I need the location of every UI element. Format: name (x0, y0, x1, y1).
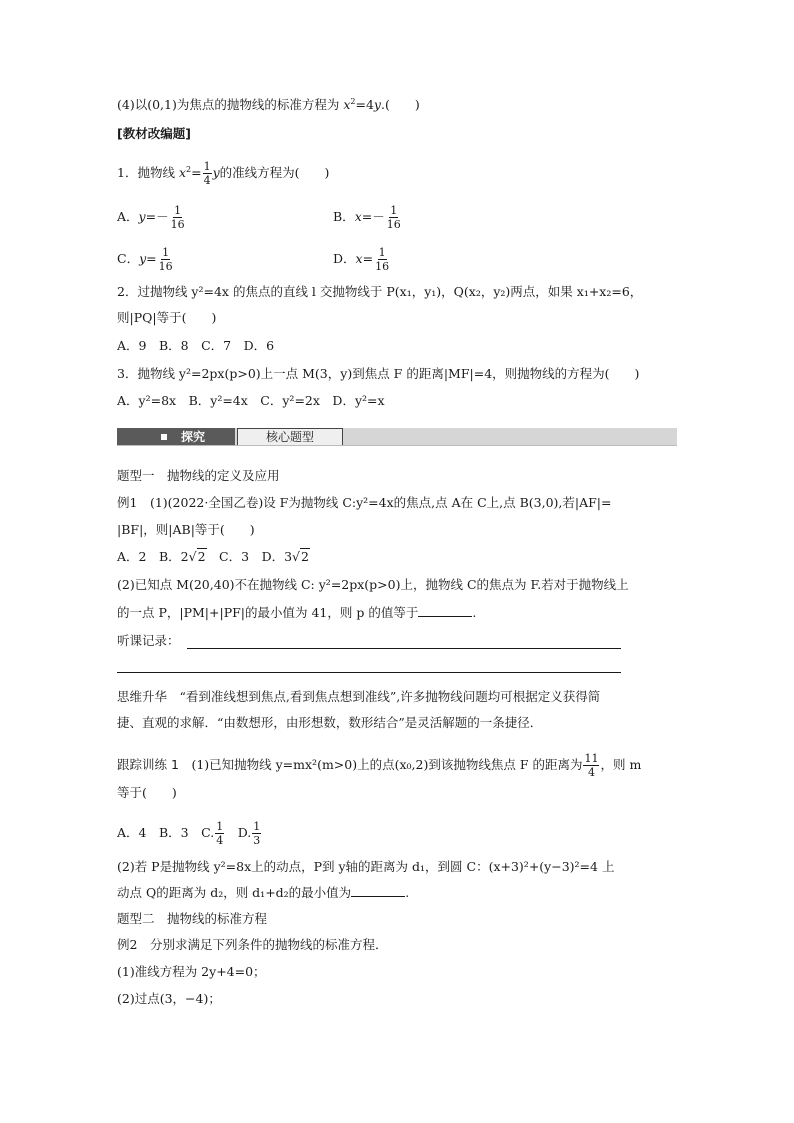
tr1-part2-text: 动点 Q的距离为 d₂，则 d₁+d₂的最小值为 (117, 885, 352, 900)
banner-left-block (117, 428, 235, 446)
banner-tag: 核心题型 (237, 428, 343, 446)
section-banner (117, 428, 677, 446)
notes-line-2[interactable] (117, 672, 621, 673)
ex1-p2-line1: (2)已知点 M(20,40)不在抛物线 C: y²=2px(p>0)上，抛物线 C的焦点为 F.若对于抛物线上 (117, 577, 629, 592)
summary-line2: 捷、直观的求解．“由数想形，由形想数，数形结合”是灵活解题的一条捷径． (117, 715, 543, 730)
ex1-line1: 例1 (1)(2022·全国乙卷)设 F为抛物线 C:y²=4x的焦点,点 A在 C上,点 B(3,0),若|AF|= (117, 495, 612, 510)
ex1-opt-a: A．2 B．2 (117, 549, 189, 564)
p1-eq: = (191, 165, 202, 180)
p2-line2: 则|PQ|等于( ) (117, 310, 217, 325)
p1-c-var: y (139, 251, 147, 266)
p1-b-label: B． (333, 209, 355, 224)
q4-eq-x: x (343, 97, 351, 112)
tr1-part1-a: (1)已知抛物线 y=mx²(m>0)上的点(x₀,2)到该抛物线焦点 F 的距离为 (178, 757, 583, 772)
p3-options: A．y²=8x B．y²=4x C．y²=2x D．y²=x (117, 393, 385, 408)
tr1-o1-den: 4 (216, 834, 224, 847)
ex1-p2-text: 的一点 P，|PM|+|PF|的最小值为 41，则 p 的值等于 (117, 605, 419, 620)
q4-eq-sup: 2 (350, 96, 356, 106)
notes-label: 听课记录： (117, 633, 180, 648)
summary-label: 思维升华 (117, 689, 168, 704)
answer-blank[interactable] (418, 616, 472, 617)
answer-blank-2[interactable] (351, 896, 405, 897)
p1-b-num: 1 (390, 204, 398, 217)
p1-a-var: y (138, 209, 146, 224)
tr1-options (117, 820, 262, 847)
q4-eq-rest: =4 (355, 97, 374, 112)
p1-a-label: A． (117, 209, 139, 224)
tr1-line1 (117, 752, 641, 779)
sqrt-1-rad: 2 (197, 549, 206, 564)
square-bullet-icon (161, 434, 167, 440)
tr1-frac (583, 752, 599, 779)
tr1-part2-line2 (117, 884, 409, 902)
summary-line1 (117, 688, 600, 706)
p1-d-den: 16 (375, 260, 390, 273)
tr1-part1-b: ，则 m (600, 757, 642, 772)
p1-sup: 2 (186, 164, 192, 174)
p1-d-label: D． (333, 251, 356, 266)
p1-frac-num: 1 (203, 160, 211, 173)
q4-tail: .( ) (380, 97, 420, 112)
section-tag: [教材改编题] (117, 126, 191, 141)
ex2-line: 例2 分别求满足下列条件的抛物线的标准方程． (117, 937, 388, 952)
p1-d-frac (374, 246, 390, 273)
tr1-opt-a: A．4 B．3 C. (117, 825, 215, 840)
p1-stem (117, 160, 329, 187)
p1-c-label: C． (117, 251, 140, 266)
ex1-options (117, 548, 310, 566)
p1-a-eq: =－ (145, 209, 169, 224)
p1-c-frac (158, 246, 174, 273)
tr1-o1-frac (215, 820, 224, 847)
banner-stripe (117, 445, 677, 446)
q4-line (117, 96, 420, 114)
ex1-p2-tail: . (472, 605, 477, 620)
p3-line1: 3．抛物线 y²=2px(p>0)上一点 M(3，y)到焦点 F 的距离|MF|=4，则抛物线的方程为( ) (117, 366, 640, 381)
tr1-label: 跟踪训练 1 (117, 757, 179, 772)
p1-fraction (203, 160, 212, 187)
p1-option-d (333, 246, 391, 273)
ex2-c2: (2)过点(3，−4)； (117, 991, 221, 1006)
p1-frac-den: 4 (203, 174, 211, 187)
tr1-frac-den: 4 (587, 766, 595, 779)
p1-a-num: 1 (174, 204, 182, 217)
p1-b-den: 16 (386, 218, 401, 231)
p1-option-a (117, 204, 187, 231)
notes-line-1[interactable] (187, 648, 621, 649)
p1-c-num: 1 (162, 246, 170, 259)
ex1-p2-line2 (117, 604, 476, 622)
p2-line1: 2．过抛物线 y²=4x 的焦点的直线 l 交抛物线于 P(x₁，y₁)，Q(x₂，y₂)两点，如果 x₁+x₂=6， (117, 284, 643, 299)
p1-a-den: 16 (170, 218, 185, 231)
tr1-part2-line1: (2)若 P是抛物线 y²=8x上的动点，P到 y轴的距离为 d₁，到圆 C：(x+3)²+(y−3)²=4 上 (117, 859, 615, 874)
p1-y: y (212, 165, 220, 180)
ex1-opt-c: C．3 D．3 (206, 549, 293, 564)
t1-title: 题型一 抛物线的定义及应用 (117, 468, 280, 483)
tr1-o2-num: 1 (253, 820, 261, 833)
p1-b-var: x (354, 209, 362, 224)
p1-c-den: 16 (158, 260, 173, 273)
p1-b-eq: =－ (361, 209, 385, 224)
p1-option-c (117, 246, 175, 273)
p1-option-b (333, 204, 403, 231)
banner-left-label: 探究 (181, 430, 206, 444)
q4-label: (4)以(0,1)为焦点的抛物线的标准方程为 (117, 97, 344, 112)
sqrt-2: √2 (292, 549, 309, 564)
p1-a-frac (170, 204, 186, 231)
summary-text1: “看到准线想到焦点,看到焦点想到准线”,许多抛物线问题均可根据定义获得简 (167, 689, 601, 704)
p1-d-var: x (355, 251, 363, 266)
p2-options: A．9 B．8 C．7 D．6 (117, 338, 275, 353)
tr1-opt-d: D. (225, 825, 252, 840)
sqrt-2-rad: 2 (301, 549, 309, 564)
p1-c-eq: = (146, 251, 157, 266)
ex1-line2: |BF|，则|AB|等于( ) (117, 522, 255, 537)
p1-stem-a: 1．抛物线 (117, 165, 179, 180)
tr1-o1-num: 1 (216, 820, 224, 833)
ex2-c1: (1)准线方程为 2y+4=0； (117, 964, 266, 979)
p1-d-eq: = (362, 251, 374, 266)
p1-d-num: 1 (378, 246, 386, 259)
p1-x: x (178, 165, 186, 180)
tr1-line2: 等于( ) (117, 785, 177, 800)
q4-eq-y: y (373, 97, 381, 112)
sqrt-1: √2 (188, 549, 206, 564)
p1-b-frac (386, 204, 402, 231)
tr1-part2-tail: . (405, 885, 410, 900)
tr1-o2-den: 3 (253, 834, 261, 847)
tr1-o2-frac (252, 820, 261, 847)
p1-stem-b: 的准线方程为( ) (219, 165, 330, 180)
t2-title: 题型二 抛物线的标准方程 (117, 911, 268, 926)
tr1-frac-num: 11 (584, 752, 599, 765)
